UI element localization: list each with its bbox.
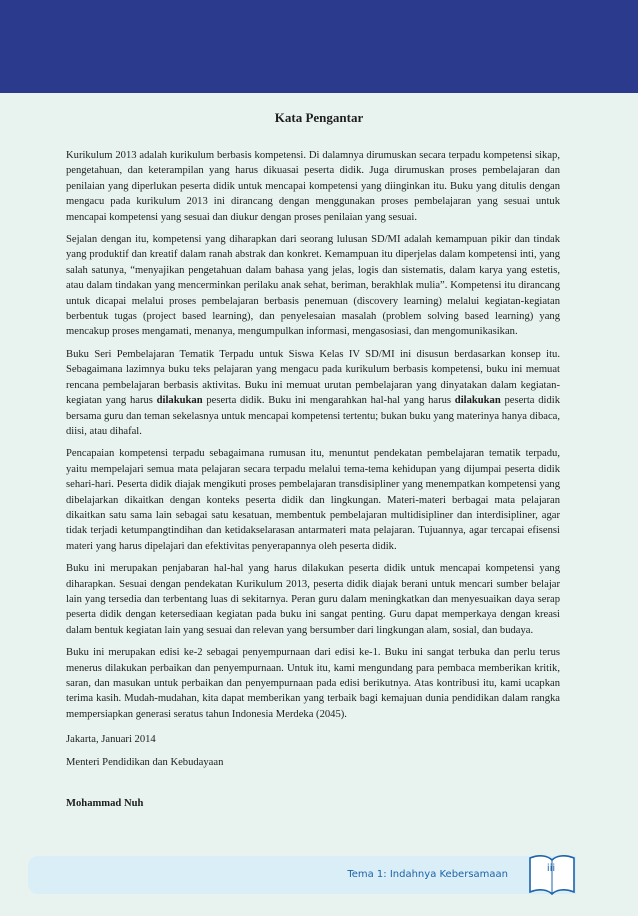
signer-name: Mohammad Nuh [66,798,144,810]
paragraph-1: Kurikulum 2013 adalah kurikulum berbasis kompetensi. Di dalamnya dirumuskan secara terpadu kompetensi sikap, pengetahuan, dan keterampilan yang harus dikuasai peserta didik. Juga dirumuskan proses pembelajaran dan penilaian yang diperlukan peserta didik untuk mencapai kompetensi yang diinginkan itu. Buku yang ditulis dengan mengacu pada kurikulum 2013 ini dirancang dengan menggunakan proses pembelajaran yang sesuai untuk mencapai kompetensi yang sesuai dan diukur dengan proses penilaian yang sesuai. [66,150,560,223]
paragraph-3-bold-1: dilakukan [156,395,203,407]
paragraph-3-bold-2: dilakukan [454,395,501,407]
book-page-icon [524,850,580,900]
page-title: Kata Pengantar [274,110,364,125]
paragraph-2: Sejalan dengan itu, kompetensi yang diharapkan dari seorang lulusan SD/MI adalah kemampuan pikir dan tindak yang produktif dan kreatif dalam ranah abstrak dan konkret. Kemampuan itu diperjelas dalam kompetensi inti, yang salah satunya, “menyajikan pengetahuan dalam bahasa yang jelas, logis dan sistematis, dalam karya yang estetis, atau dalam tindakan yang mencerminkan perilaku anak sehat, beriman, berakhlak mulia”. Kompetensi itu dirancang untuk dicapai melalui proses pembelajaran berbasis penemuan (discovery learning) melalui kegiatan-kegiatan berbentuk tugas (project based learning), dan penyelesaian masalah (problem solving based learning) yang mencakup proses mengamati, menanya, mengumpulkan informasi, mengasosiasi, dan mengomunikasikan. [66,234,560,338]
paragraph-6: Buku ini merupakan edisi ke-2 sebagai penyempurnaan dari edisi ke-1. Buku ini sangat terbuka dan perlu terus menerus dilakukan perbaikan dan penyempurnaan. Untuk itu, kami mengundang para pembaca memberikan kritik, saran, dan masukan untuk perbaikan dan penyempurnaan pada edisi berikutnya. Atas kontribusi itu, kami ucapkan terima kasih. Mudah-mudahan, kita dapat memberikan yang terbaik bagi kemajuan dunia pendidikan dalam rangka mempersiapkan generasi seratus tahun Indonesia Merdeka (2045). [66,647,560,720]
document-body [66,148,560,818]
place-date: Jakarta, Januari 2014 [66,734,156,746]
header-band [0,0,638,93]
paragraph-3-part-1: Buku Seri Pembelajaran Tematik Terpadu untuk Siswa Kelas IV SD/MI ini disusun berdasarkan konsep itu. Sebagaimana lazimnya buku teks pelajaran yang mengacu pada kurikulum berbasis kompetensi, buku ini memuat rencana pembelajaran berbasis aktivitas. Buku ini memuat urutan pembelajaran yang dinyatakan dalam kegiatan-kegiatan yang harus [66,348,560,407]
paragraph-3-part-2: peserta didik. Buku ini mengarahkan hal-hal yang harus [202,395,455,407]
paragraph-5: Buku ini merupakan penjabaran hal-hal yang harus dilakukan peserta didik untuk mencapai kompetensi yang diharapkan. Sesuai dengan pendekatan Kurikulum 2013, peserta didik diajak berani untuk mencari sumber belajar lain yang tersedia dan terbentang luas di sekitarnya. Peran guru dalam meningkatkan dan menyesuaikan daya serap peserta didik dengan ketersediaan kegiatan pada buku ini sangat penting. Guru dapat memperkaya dengan kreasi dalam bentuk kegiatan lain yang sesuai dan relevan yang bersumber dari lingkungan alam, sosial, dan budaya. [66,563,560,636]
signer-title: Menteri Pendidikan dan Kebudayaan [66,756,224,768]
paragraph-3 [66,347,560,439]
page-number: iii [546,863,556,874]
footer-bar [28,856,576,894]
paragraph-3-part-3: peserta didik bersama guru dan teman sekelasnya untuk mencapai kompetensi tertentu; bukan buku yang materinya hanya dibaca, diisi, atau dihafal. [66,395,560,437]
paragraph-4: Pencapaian kompetensi terpadu sebagaimana rumusan itu, menuntut pendekatan pembelajaran tematik terpadu, yaitu mempelajari semua mata pelajaran secara terpadu melalui tema-tema kehidupan yang dijumpai peserta didik sehari-hari. Peserta didik diajak mengikuti proses pembelajaran transdisipliner yang menempatkan kompetensi yang dibelajarkan dikaitkan dengan konteks peserta didik dan lingkungan. Materi-materi berbagai mata pelajaran dikaitkan satu sama lain sebagai satu kesatuan, membentuk pembelajaran multidisipliner dan interdisipliner, agar tidak terjadi ketumpangtindihan dan ketidakselarasan antarmateri mata pelajaran. Tujuannya, agar tercapai efisensi materi yang harus dipelajari dan efektivitas penyerapannya oleh peserta didik. [66,448,560,552]
footer-theme: Tema 1: Indahnya Kebersamaan [347,869,508,880]
